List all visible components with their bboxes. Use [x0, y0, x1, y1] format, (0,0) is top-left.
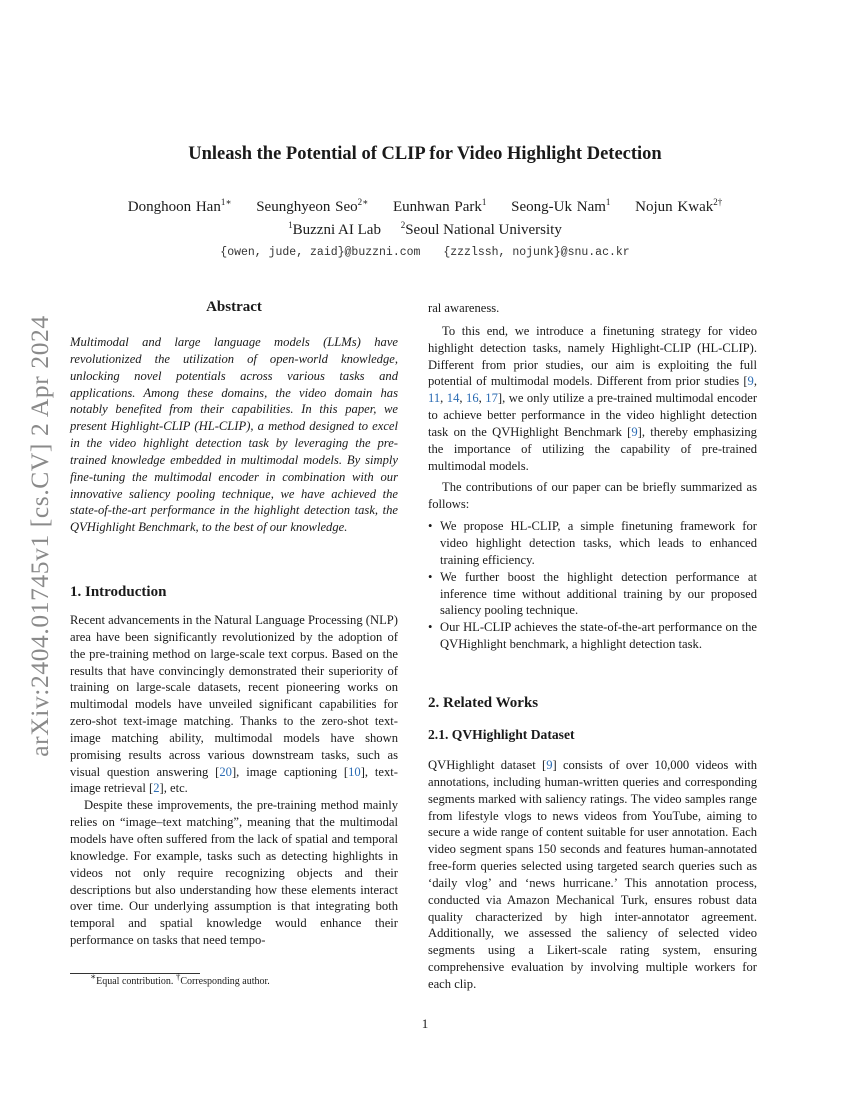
subsection-heading-qvhighlight: 2.1. QVHighlight Dataset: [428, 727, 575, 742]
author-list: [0, 199, 850, 216]
author: Nojun Kwak$^{2\dagger}$: [635, 197, 723, 215]
citation-link[interactable]: 9: [546, 758, 553, 772]
list-item: • We propose HL-CLIP, a simple finetuning framework for video highlight detection tasks, which leads to enhanced training efficiency.: [428, 518, 757, 569]
citation-link[interactable]: 16: [466, 391, 479, 406]
author: Donghoon Han$^{1∗}$: [127, 197, 232, 215]
list-item: • We further boost the highlight detection performance at inference time without additional training by our proposed saliency pooling technique.: [428, 569, 757, 620]
affiliation: $^2$Seoul National University: [400, 220, 562, 238]
author: Seong-Uk Nam$^1$: [511, 197, 611, 215]
affiliation: $^1$Buzzni AI Lab: [288, 220, 381, 238]
paragraph: Recent advancements in the Natural Language Processing (NLP) area have been significantly revolutionized by the adoption of the pre-training method on large-scale text corpus. Based on the results that have convincingly demonstrated their superiority of training on large-scale datasets, recent pioneering works on multimodal models have unveiled significant capabilities for zero-shot text-image matching. Thanks to the zero-shot text-image matching ability, multimodal models have shown promising results across various downstream tasks, such as visual question answering [20], image captioning [10], text-image retrieval [2], etc.: [70, 613, 398, 796]
footnote: ∗Equal contribution. †Corresponding author.: [90, 971, 270, 987]
arxiv-sidebar: [20, 296, 60, 776]
author: Seunghyeon Seo$^{2∗}$: [256, 197, 369, 215]
intro-body-right: [428, 300, 757, 653]
paragraph: Despite these improvements, the pre-training method mainly relies on “image–text matching”, meaning that the multimodal models have often suffered from the lack of spatial and temporal knowledge. For example, tasks such as detecting highlights in videos not only require recognizing objects and their descriptions but also understanding how these elements interact over time. Our underlying assumption is that integrating both temporal and spatial knowledge would enhance their performance on tasks that need tempo-: [70, 798, 398, 948]
affiliation-list: [0, 222, 850, 239]
email: {owen, jude, zaid}@buzzni.com: [220, 246, 421, 259]
citation-link[interactable]: 9: [631, 424, 638, 439]
citation-link[interactable]: 11: [428, 391, 441, 406]
section-heading-related-works: 2. Related Works: [428, 695, 539, 711]
citation-link[interactable]: 17: [485, 391, 498, 406]
paragraph: To this end, we introduce a finetuning strategy for video highlight detection tasks, namely Highlight-CLIP (HL-CLIP). Different from prior studies, our aim is exploiting the full potential of multimodal models. Different from prior studies [9, 11, 14, 16, 17], we only utilize a pre-trained multimodal encoder to achieve better performance in the video highlight detection task on the QVHighlight Benchmark [9], thereby emphasizing the importance of utilizing the capability of pre-trained multimodal models.: [428, 323, 758, 473]
paragraph: QVHighlight dataset [9] consists of over 10,000 videos with annotations, including human-written queries and corresponding segments marked with saliency ratings. The video samples range from lifestyle vlogs to news videos from YouTube, aiming to secure a wide range of content suitable for user annotation. Each video segment spans 150 seconds and features human-annotated free-form queries selected using targeted search queries such as ‘daily vlog’ and ‘news hurricane.’ This annotation process, conducted via Amazon Mechanical Turk, ensures robust data quality characterized by high inter-annotator agreement. Additionally, we assessed the saliency of selected video segments using a Likert-scale rating system, ensuring comprehensive evaluation by involving multiple workers for each clip.: [428, 758, 757, 991]
paper-title: Unleash the Potential of CLIP for Video Highlight Detection: [188, 144, 662, 164]
author: Eunhwan Park$^1$: [393, 197, 487, 215]
citation-link[interactable]: 10: [348, 764, 361, 779]
contribution-list: [428, 518, 757, 653]
email-list: [0, 246, 850, 259]
intro-body-left: [70, 612, 398, 949]
list-item: • Our HL-CLIP achieves the state-of-the-art performance on the QVHighlight benchmark, a highlight detection task.: [428, 619, 757, 653]
paragraph: The contributions of our paper can be briefly summarized as follows:: [428, 480, 757, 512]
paragraph: ral awareness.: [428, 301, 500, 315]
citation-link[interactable]: 9: [747, 374, 754, 389]
arxiv-id: arXiv:2404.01745v1 [cs.CV] 2 Apr 2024: [25, 315, 54, 757]
citation-link[interactable]: 20: [219, 764, 232, 779]
email: {zzzlssh, nojunk}@snu.ac.kr: [443, 246, 630, 259]
abstract-text: Multimodal and large language models (LLMs) have revolutionized the utilization of open-world knowledge, unlocking novel potentials across various tasks and applications. Among these domains, the video domain has notably benefited from their capabilities. In this paper, we present Highlight-CLIP (HL-CLIP), a method designed to excel in the video highlight detection task by leveraging the pre-trained knowledge embedded in multimodal models. By simply fine-tuning the multimodal encoder in combination with our innovative saliency pooling technique, we have achieved the state-of-the-art performance in the highlight detection task, the QVHighlight Benchmark, to the best of our knowledge.: [70, 335, 398, 535]
abstract-heading: Abstract: [206, 299, 262, 315]
citation-link[interactable]: 14: [446, 391, 460, 406]
page-number: 1: [421, 1016, 429, 1031]
related-body: [428, 757, 757, 993]
section-heading-introduction: 1. Introduction: [70, 584, 167, 600]
citation-link[interactable]: 2: [153, 781, 160, 796]
